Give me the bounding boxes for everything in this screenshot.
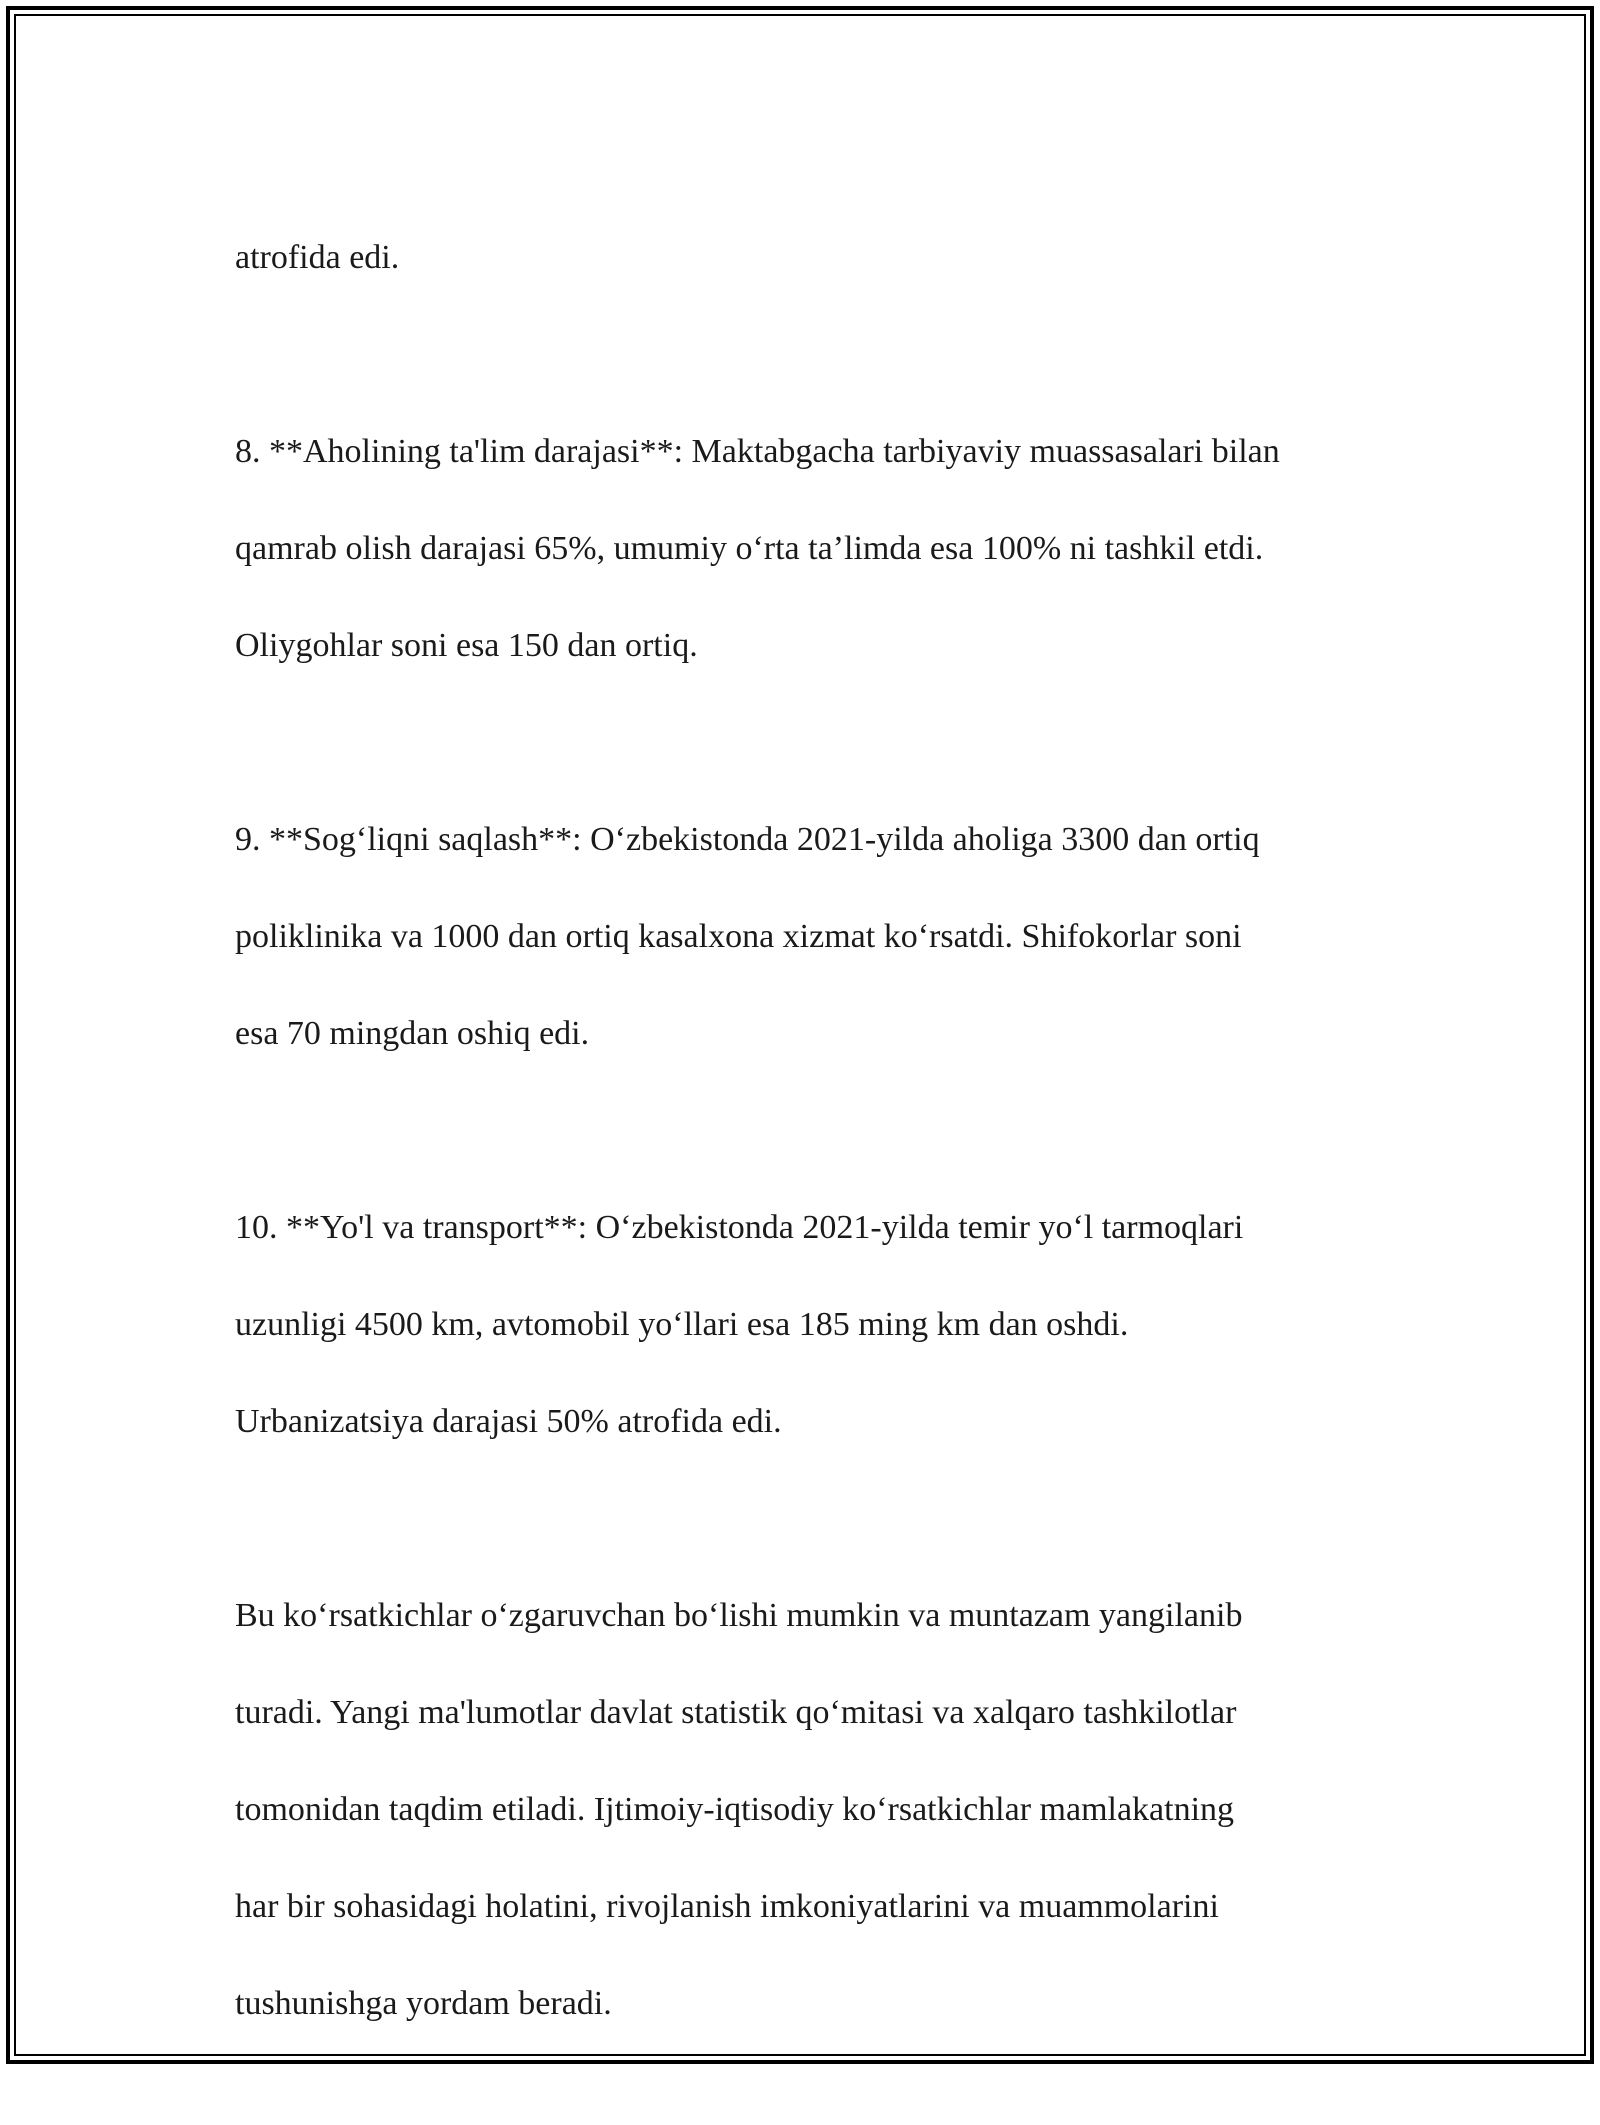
paragraph-transport xyxy=(235,1155,1365,1495)
paragraph-continuation xyxy=(235,185,1365,331)
paragraph-healthcare xyxy=(235,767,1365,1107)
text-line: Bu ko‘rsatkichlar o‘zgaruvchan bo‘lishi mumkin va muntazam yangilanib xyxy=(235,1596,1243,1634)
text-line: 9. **Sog‘liqni saqlash**: O‘zbekistonda 2021-yilda aholiga 3300 dan ortiq xyxy=(235,820,1260,858)
text-line: tushunishga yordam beradi. xyxy=(235,1984,612,2022)
text-line: atrofida edi. xyxy=(235,238,400,276)
text-line: qamrab olish darajasi 65%, umumiy o‘rta ta’limda esa 100% ni tashkil etdi. xyxy=(235,529,1264,567)
text-line: uzunligi 4500 km, avtomobil yo‘llari esa 185 ming km dan oshdi. xyxy=(235,1305,1129,1343)
text-line: 8. **Aholining ta'lim darajasi**: Maktabgacha tarbiyaviy muassasalari bilan xyxy=(235,432,1280,470)
text-line: 10. **Yo'l va transport**: O‘zbekistonda 2021-yilda temir yo‘l tarmoqlari xyxy=(235,1208,1244,1246)
text-line: esa 70 mingdan oshiq edi. xyxy=(235,1014,590,1052)
text-line: turadi. Yangi ma'lumotlar davlat statistik qo‘mitasi va xalqaro tashkilotlar xyxy=(235,1693,1237,1731)
text-line: tomonidan taqdim etiladi. Ijtimoiy-iqtisodiy ko‘rsatkichlar mamlakatning xyxy=(235,1790,1235,1828)
paragraph-education xyxy=(235,379,1365,719)
paragraph-conclusion xyxy=(235,1543,1365,2077)
text-line: Oliygohlar soni esa 150 dan ortiq. xyxy=(235,626,698,664)
text-line: Urbanizatsiya darajasi 50% atrofida edi. xyxy=(235,1402,782,1440)
text-line: har bir sohasidagi holatini, rivojlanish imkoniyatlarini va muammolarini xyxy=(235,1887,1219,1925)
document-body xyxy=(235,185,1365,2125)
text-line: poliklinika va 1000 dan ortiq kasalxona xizmat ko‘rsatdi. Shifokorlar soni xyxy=(235,917,1242,955)
